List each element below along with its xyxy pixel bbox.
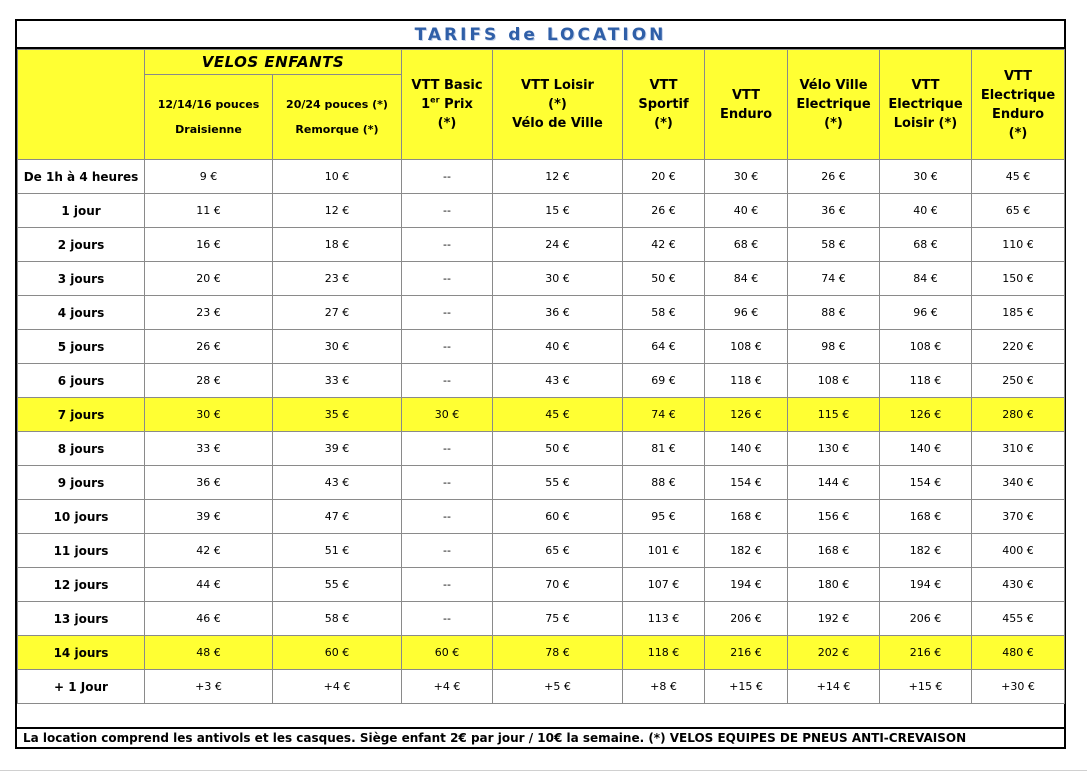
price-cell: 50 € xyxy=(493,432,623,466)
price-cell: 250 € xyxy=(972,364,1065,398)
row-label: 10 jours xyxy=(18,500,145,534)
price-cell: -- xyxy=(402,160,493,194)
table-row xyxy=(18,194,1065,228)
price-cell: 16 € xyxy=(145,228,273,262)
price-cell: 98 € xyxy=(788,330,880,364)
price-cell: 42 € xyxy=(145,534,273,568)
price-cell: 39 € xyxy=(145,500,273,534)
price-cell: 30 € xyxy=(493,262,623,296)
price-cell: +8 € xyxy=(623,670,705,704)
price-cell: 26 € xyxy=(623,194,705,228)
price-cell: 154 € xyxy=(880,466,972,500)
price-cell: 43 € xyxy=(493,364,623,398)
price-cell: -- xyxy=(402,262,493,296)
price-cell: 33 € xyxy=(145,432,273,466)
price-cell: 84 € xyxy=(705,262,788,296)
price-cell: 36 € xyxy=(145,466,273,500)
price-cell: -- xyxy=(402,500,493,534)
price-cell: 130 € xyxy=(788,432,880,466)
price-cell: 310 € xyxy=(972,432,1065,466)
price-cell: 216 € xyxy=(880,636,972,670)
price-cell: 88 € xyxy=(788,296,880,330)
table-row xyxy=(18,160,1065,194)
price-cell: 55 € xyxy=(273,568,402,602)
price-cell: 69 € xyxy=(623,364,705,398)
row-label: 11 jours xyxy=(18,534,145,568)
price-cell: 24 € xyxy=(493,228,623,262)
price-cell: 185 € xyxy=(972,296,1065,330)
price-cell: 115 € xyxy=(788,398,880,432)
price-cell: 23 € xyxy=(145,296,273,330)
price-cell: -- xyxy=(402,602,493,636)
price-cell: 58 € xyxy=(623,296,705,330)
price-cell: 182 € xyxy=(705,534,788,568)
price-cell: 400 € xyxy=(972,534,1065,568)
price-cell: 44 € xyxy=(145,568,273,602)
price-cell: 81 € xyxy=(623,432,705,466)
table-row xyxy=(18,568,1065,602)
price-cell: 96 € xyxy=(880,296,972,330)
price-cell: 78 € xyxy=(493,636,623,670)
footer-note: La location comprend les antivols et les casques. Siège enfant 2€ par jour / 10€ la semaine. (*) VELOS EQUIPES DE PNEUS ANTI-CREVAISON xyxy=(17,727,1064,747)
price-cell: 65 € xyxy=(493,534,623,568)
price-cell: 140 € xyxy=(880,432,972,466)
price-cell: +5 € xyxy=(493,670,623,704)
price-cell: 455 € xyxy=(972,602,1065,636)
price-cell: -- xyxy=(402,228,493,262)
price-cell: +30 € xyxy=(972,670,1065,704)
table-row xyxy=(18,534,1065,568)
table-row xyxy=(18,262,1065,296)
header-col-velo-ville-electrique: Vélo Ville Electrique (*) xyxy=(788,50,880,160)
price-cell: -- xyxy=(402,364,493,398)
table-row xyxy=(18,330,1065,364)
price-cell: 154 € xyxy=(705,466,788,500)
price-cell: 20 € xyxy=(145,262,273,296)
price-cell: +4 € xyxy=(273,670,402,704)
price-cell: 27 € xyxy=(273,296,402,330)
header-col-vtt-sportif: VTT Sportif (*) xyxy=(623,50,705,160)
price-cell: 64 € xyxy=(623,330,705,364)
price-cell: 194 € xyxy=(880,568,972,602)
price-cell: 51 € xyxy=(273,534,402,568)
price-cell: -- xyxy=(402,568,493,602)
price-cell: 45 € xyxy=(493,398,623,432)
price-cell: 126 € xyxy=(705,398,788,432)
price-cell: 65 € xyxy=(972,194,1065,228)
price-cell: 43 € xyxy=(273,466,402,500)
tariff-sheet xyxy=(15,19,1066,749)
price-cell: 30 € xyxy=(402,398,493,432)
price-cell: -- xyxy=(402,330,493,364)
price-cell: 68 € xyxy=(880,228,972,262)
row-label: 2 jours xyxy=(18,228,145,262)
table-row xyxy=(18,228,1065,262)
price-cell: +4 € xyxy=(402,670,493,704)
price-cell: 30 € xyxy=(145,398,273,432)
table-row xyxy=(18,636,1065,670)
price-cell: 30 € xyxy=(880,160,972,194)
price-cell: 194 € xyxy=(705,568,788,602)
header-col-vtt-electrique-loisir: VTT Electrique Loisir (*) xyxy=(880,50,972,160)
price-cell: 108 € xyxy=(788,364,880,398)
price-cell: 23 € xyxy=(273,262,402,296)
row-label: 9 jours xyxy=(18,466,145,500)
price-cell: 113 € xyxy=(623,602,705,636)
price-cell: 480 € xyxy=(972,636,1065,670)
row-label: 8 jours xyxy=(18,432,145,466)
price-cell: 60 € xyxy=(402,636,493,670)
row-label: + 1 Jour xyxy=(18,670,145,704)
price-cell: 168 € xyxy=(880,500,972,534)
price-cell: 126 € xyxy=(880,398,972,432)
price-cell: 40 € xyxy=(493,330,623,364)
price-cell: 70 € xyxy=(493,568,623,602)
row-label: 3 jours xyxy=(18,262,145,296)
price-cell: 206 € xyxy=(880,602,972,636)
price-cell: 110 € xyxy=(972,228,1065,262)
price-cell: 108 € xyxy=(880,330,972,364)
header-col-vtt-loisir: VTT Loisir (*) Vélo de Ville xyxy=(493,50,623,160)
price-cell: 9 € xyxy=(145,160,273,194)
price-cell: 55 € xyxy=(493,466,623,500)
price-cell: -- xyxy=(402,534,493,568)
table-row xyxy=(18,602,1065,636)
price-cell: 15 € xyxy=(493,194,623,228)
price-cell: 180 € xyxy=(788,568,880,602)
header-col-vtt-electrique-enduro: VTT Electrique Enduro (*) xyxy=(972,50,1065,160)
price-cell: 47 € xyxy=(273,500,402,534)
price-cell: 430 € xyxy=(972,568,1065,602)
price-cell: 39 € xyxy=(273,432,402,466)
price-cell: 168 € xyxy=(788,534,880,568)
price-cell: 40 € xyxy=(705,194,788,228)
price-cell: 11 € xyxy=(145,194,273,228)
price-cell: 144 € xyxy=(788,466,880,500)
row-label: 1 jour xyxy=(18,194,145,228)
page-title: TARIFS de LOCATION xyxy=(17,21,1064,49)
price-cell: 216 € xyxy=(705,636,788,670)
price-cell: +14 € xyxy=(788,670,880,704)
price-cell: 50 € xyxy=(623,262,705,296)
price-cell: 182 € xyxy=(880,534,972,568)
price-cell: 95 € xyxy=(623,500,705,534)
price-cell: 156 € xyxy=(788,500,880,534)
price-cell: 192 € xyxy=(788,602,880,636)
price-cell: -- xyxy=(402,466,493,500)
price-cell: 75 € xyxy=(493,602,623,636)
price-cell: 12 € xyxy=(273,194,402,228)
price-cell: 58 € xyxy=(273,602,402,636)
price-cell: 26 € xyxy=(788,160,880,194)
price-cell: 33 € xyxy=(273,364,402,398)
price-cell: 42 € xyxy=(623,228,705,262)
price-cell: 36 € xyxy=(788,194,880,228)
header-col-vtt-enduro: VTT Enduro xyxy=(705,50,788,160)
price-cell: 206 € xyxy=(705,602,788,636)
price-cell: 84 € xyxy=(880,262,972,296)
price-cell: 118 € xyxy=(623,636,705,670)
price-cell: 60 € xyxy=(493,500,623,534)
price-cell: 46 € xyxy=(145,602,273,636)
table-row xyxy=(18,500,1065,534)
price-cell: 28 € xyxy=(145,364,273,398)
row-label: 12 jours xyxy=(18,568,145,602)
price-cell: 370 € xyxy=(972,500,1065,534)
price-cell: 101 € xyxy=(623,534,705,568)
price-cell: 118 € xyxy=(880,364,972,398)
price-cell: 118 € xyxy=(705,364,788,398)
price-cell: 58 € xyxy=(788,228,880,262)
row-label: 4 jours xyxy=(18,296,145,330)
price-cell: -- xyxy=(402,194,493,228)
price-cell: 26 € xyxy=(145,330,273,364)
header-col-kids-large: 20/24 pouces (*) Remorque (*) xyxy=(273,75,402,160)
price-cell: 168 € xyxy=(705,500,788,534)
price-cell: 107 € xyxy=(623,568,705,602)
price-cell: 30 € xyxy=(705,160,788,194)
price-cell: 18 € xyxy=(273,228,402,262)
table-row xyxy=(18,296,1065,330)
header-col-kids-small: 12/14/16 pouces Draisienne xyxy=(145,75,273,160)
price-cell: 20 € xyxy=(623,160,705,194)
price-cell: +15 € xyxy=(705,670,788,704)
price-cell: 45 € xyxy=(972,160,1065,194)
tariff-table xyxy=(17,49,1065,704)
price-cell: 30 € xyxy=(273,330,402,364)
price-cell: 108 € xyxy=(705,330,788,364)
price-cell: +3 € xyxy=(145,670,273,704)
price-cell: 150 € xyxy=(972,262,1065,296)
price-cell: 12 € xyxy=(493,160,623,194)
price-cell: 88 € xyxy=(623,466,705,500)
tariff-rows xyxy=(18,160,1065,704)
price-cell: 48 € xyxy=(145,636,273,670)
table-row xyxy=(18,432,1065,466)
price-cell: 36 € xyxy=(493,296,623,330)
table-row xyxy=(18,670,1065,704)
price-cell: 35 € xyxy=(273,398,402,432)
price-cell: 40 € xyxy=(880,194,972,228)
price-cell: 202 € xyxy=(788,636,880,670)
price-cell: 340 € xyxy=(972,466,1065,500)
row-label: 13 jours xyxy=(18,602,145,636)
price-cell: 74 € xyxy=(623,398,705,432)
header-group-kids: VELOS ENFANTS xyxy=(145,50,402,75)
price-cell: 60 € xyxy=(273,636,402,670)
row-label: 5 jours xyxy=(18,330,145,364)
price-cell: 140 € xyxy=(705,432,788,466)
row-label: 6 jours xyxy=(18,364,145,398)
price-cell: 280 € xyxy=(972,398,1065,432)
table-row xyxy=(18,364,1065,398)
header-corner xyxy=(18,50,145,160)
price-cell: 10 € xyxy=(273,160,402,194)
table-row xyxy=(18,398,1065,432)
price-cell: -- xyxy=(402,296,493,330)
header-col-vtt-basic: VTT Basic 1er Prix (*) xyxy=(402,50,493,160)
price-cell: 68 € xyxy=(705,228,788,262)
table-row xyxy=(18,466,1065,500)
price-cell: +15 € xyxy=(880,670,972,704)
price-cell: 74 € xyxy=(788,262,880,296)
price-cell: -- xyxy=(402,432,493,466)
row-label: 14 jours xyxy=(18,636,145,670)
price-cell: 220 € xyxy=(972,330,1065,364)
row-label: De 1h à 4 heures xyxy=(18,160,145,194)
price-cell: 96 € xyxy=(705,296,788,330)
row-label: 7 jours xyxy=(18,398,145,432)
